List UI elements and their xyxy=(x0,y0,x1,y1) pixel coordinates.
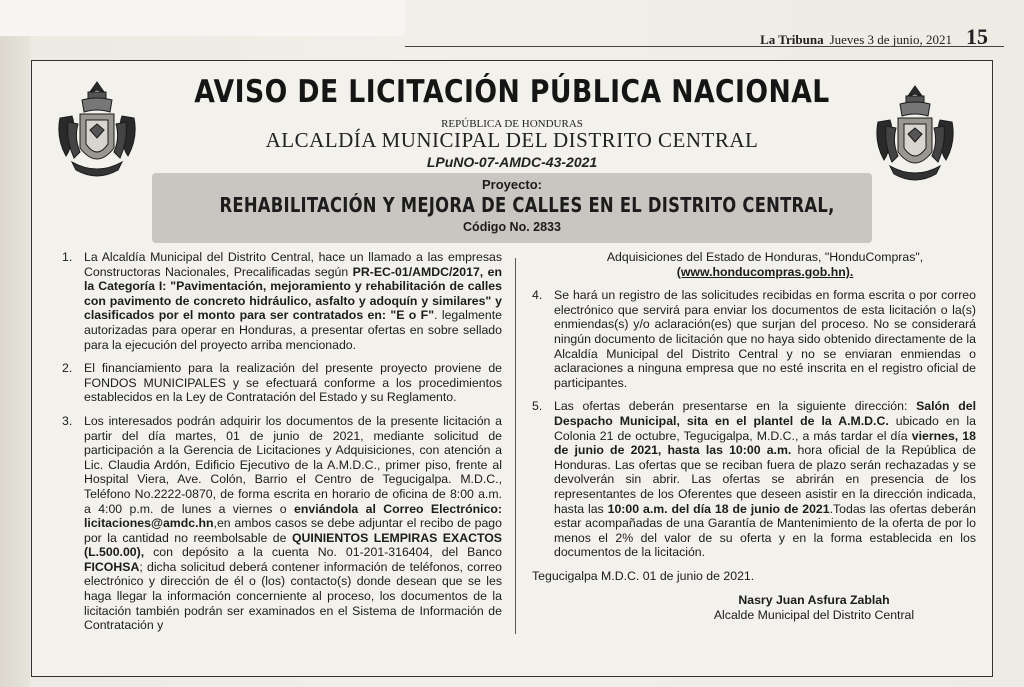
clause-5-rules: hora oficial de la República de Honduras. Las ofertas que se reciban fuera de plazo serán rechazadas y se devolverán sin abrir. Las ofertas se abrirán en presencia de los representantes de los Oferentes que deseen asistir en la dirección indicada, hasta las xyxy=(554,443,976,516)
clause-1 xyxy=(62,250,502,352)
signer-title: Alcalde Municipal del Distrito Central xyxy=(713,608,915,623)
clause-3 xyxy=(62,414,502,633)
notice-title: AVISO DE LICITACIÓN PÚBLICA NACIONAL xyxy=(194,74,830,110)
adjacent-page-strip xyxy=(0,0,30,687)
clause-3-end: ; dicha solicitud deberá contener información de teléfonos, correo electrónico y dirección de él o (los) contacto(s) donde desean que se les haga llegar la información concerniente al proceso, los documentos de la licitación también podrán ser examinados en el Sistema de Información de Contratación y xyxy=(84,559,502,633)
clause-4 xyxy=(532,288,976,390)
project-title: REHABILITACIÓN Y MEJORA DE CALLES EN EL DISTRITO CENTRAL, xyxy=(219,193,835,217)
clause-1-category: PR-EC-01/AMDC/2017, en la Categoría I: "Pavimentación, mejoramiento y rehabilitación de calles con pavimento de concreto hidráulico, asfalto y adoquín y similares" y clasificados por el monto para ser contratados en: "E o F" xyxy=(84,264,502,323)
municipality-line: ALCALDÍA MUNICIPAL DEL DISTRITO CENTRAL xyxy=(265,128,759,152)
page-number: 15 xyxy=(966,24,988,49)
clause-number: 5. xyxy=(532,399,543,414)
signature-block xyxy=(652,593,976,622)
place-and-date: Tegucigalpa M.D.C. 01 de junio de 2021. xyxy=(532,568,755,583)
clause-number: 2. xyxy=(62,361,73,376)
project-title-wrap xyxy=(152,193,872,217)
column-divider xyxy=(515,258,516,634)
clause-text: El financiamiento para la realización del presente proyecto proviene de FONDOS MUNICIPALES y se efectuará conforme a los procedimientos establecidos en la Ley de Contratación del Estado y su Reglamento. xyxy=(84,361,502,405)
clause-text xyxy=(84,414,502,633)
clause-3-email: enviándola al Correo Electrónico: licitaciones@amdc.hn xyxy=(84,501,502,531)
issue-date: Jueves 3 de junio, 2021 xyxy=(829,32,952,47)
clause-number: 3. xyxy=(62,413,73,428)
clause-5-intro: Las ofertas deberán presentarse en la siguiente dirección: xyxy=(554,399,917,414)
clause-1-intro: La Alcaldía Municipal del Distrito Central, hace un llamado a las empresas Constructoras Nacionales, Precalificadas según xyxy=(84,250,502,279)
clause-5-deadline: viernes, 18 de junio de 2021, hasta las 10:00 a.m. xyxy=(554,428,976,458)
clause-3-account: con depósito a la cuenta No. 01-201-316404, del Banco xyxy=(144,545,502,560)
project-label: Proyecto: xyxy=(482,177,542,192)
blank-corner xyxy=(0,0,405,36)
republic-line: REPÚBLICA DE HONDURAS xyxy=(441,118,583,130)
left-column xyxy=(62,250,502,642)
signer-name: Nasry Juan Asfura Zablah xyxy=(738,593,890,608)
masthead-rule xyxy=(405,46,1004,47)
clause-number: 1. xyxy=(62,250,73,264)
clause-5-end: .Todas las ofertas deberán estar acompañadas de una Garantía de Mantenimiento de la oferta de por lo menos el 2% del valor de su oferta y en la forma establecida en los documentos de la licitación. xyxy=(554,501,976,560)
clause-text: Se hará un registro de las solicitudes recibidas en forma escrita o por correo electrónico que servirá para enviar los documentos de esta licitación o la(s) enmiendas(s) y/o aclaración(es) que surjan del proceso. No se considerará ningún documento de licitación que no haya sido obtenido directamente de la Alcaldía Municipal del Distrito Central y no se enviaran enmiendas o aclaraciones a ninguna empresa que no esté inscrita en el registro oficial de participantes. xyxy=(554,288,976,390)
tender-reference: LPuNO-07-AMDC-43-2021 xyxy=(426,154,598,170)
clause-3-continuation xyxy=(532,250,976,279)
right-column xyxy=(532,250,976,623)
clause-3-intro: Los interesados podrán adquirir los documentos de la presente licitación a partir del día martes, 01 de junio de 2021, mediante solicitud de participación a la Gerencia de Licitaciones y Adquisiciones, con atención a Lic. Claudia Ardón, Edificio Ejecutivo de la A.M.D.C., primer piso, frente al Hospital Viera, Ave. Colón, Barrio el Centro de Tegucigalpa. M.D.C., Teléfono No.2222-0870, de forma escrita en horario de oficina de 8:00 a.m. a 4:00 p.m. de lunes a viernes o xyxy=(84,413,502,516)
clause-5 xyxy=(532,399,976,560)
clause-3-cont-text: Adquisiciones del Estado de Honduras, "HonduCompras", xyxy=(606,250,924,264)
clause-text xyxy=(554,399,976,560)
clause-text xyxy=(84,250,502,352)
clause-5-address: ubicado en la Colonia 21 de octubre, Tegucigalpa, M.D.C., a más tardar el día xyxy=(554,413,976,443)
clause-5-opening: 10:00 a.m. del día 18 de junio de 2021 xyxy=(607,501,830,516)
clause-3-amount: QUINIENTOS LEMPIRAS EXACTOS (L.500.00), xyxy=(84,530,503,560)
project-code: Código No. 2833 xyxy=(463,220,561,234)
newspaper-name: La Tribuna xyxy=(760,32,824,47)
clause-number: 4. xyxy=(532,288,543,303)
honducompras-link[interactable]: (www.honducompras.gob.hn). xyxy=(676,264,854,279)
clause-1-end: . legalmente autorizadas para operar en Honduras, a presentar ofertas en sobre sellado para la ejecución del proyecto arriba mencionado. xyxy=(84,308,502,352)
clause-5-location: Salón del Despacho Municipal, sita en el plantel de la A.M.D.C. xyxy=(554,399,976,428)
clause-3-bank: FICOHSA xyxy=(84,559,140,574)
clause-3-payment: ,en ambos casos se debe adjuntar el recibo de pago por la cantidad no reembolsable de xyxy=(84,516,502,545)
clause-2 xyxy=(62,361,502,405)
